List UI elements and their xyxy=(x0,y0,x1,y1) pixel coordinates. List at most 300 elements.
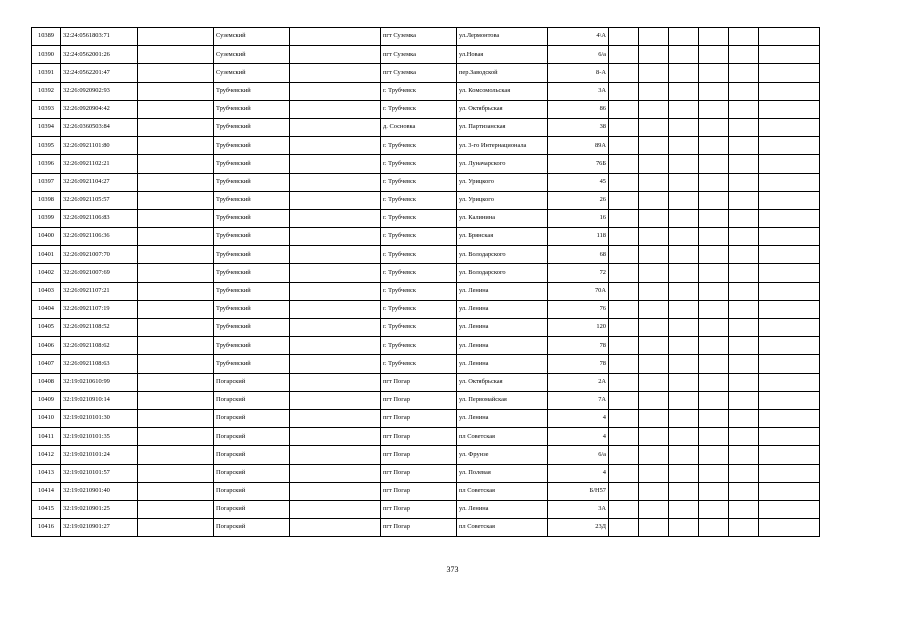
empty-cell xyxy=(290,82,381,100)
empty-cell xyxy=(729,118,759,136)
table-row xyxy=(32,482,820,500)
empty-cell xyxy=(138,282,214,300)
district-cell: Трубчевский xyxy=(214,319,290,337)
empty-cell xyxy=(609,100,639,118)
empty-cell xyxy=(639,373,669,391)
table-row xyxy=(32,337,820,355)
empty-cell xyxy=(699,337,729,355)
registry-rows xyxy=(32,28,820,537)
empty-cell xyxy=(290,428,381,446)
table-row xyxy=(32,464,820,482)
empty-cell xyxy=(759,373,820,391)
empty-cell xyxy=(759,173,820,191)
cadastral-number-cell: 32:26:0921104:27 xyxy=(61,173,138,191)
empty-cell xyxy=(759,228,820,246)
empty-cell xyxy=(138,519,214,537)
cadastral-number-cell: 32:24:0562201:47 xyxy=(61,64,138,82)
empty-cell xyxy=(639,500,669,518)
empty-cell xyxy=(759,355,820,373)
empty-cell xyxy=(639,282,669,300)
empty-cell xyxy=(138,82,214,100)
empty-cell xyxy=(669,409,699,427)
house-cell: 3А xyxy=(548,82,609,100)
empty-cell xyxy=(138,209,214,227)
row-number-cell: 10392 xyxy=(32,82,61,100)
table-row xyxy=(32,100,820,118)
empty-cell xyxy=(639,264,669,282)
street-cell: ул. Урицкого xyxy=(457,173,548,191)
street-cell: ул. Октябрьская xyxy=(457,100,548,118)
street-cell: ул. Фрунзе xyxy=(457,446,548,464)
empty-cell xyxy=(669,209,699,227)
table-row xyxy=(32,173,820,191)
empty-cell xyxy=(639,464,669,482)
empty-cell xyxy=(138,228,214,246)
street-cell: ул. 3-го Интернационала xyxy=(457,137,548,155)
empty-cell xyxy=(639,300,669,318)
street-cell: ул. Ленина xyxy=(457,300,548,318)
empty-cell xyxy=(759,464,820,482)
row-number-cell: 10412 xyxy=(32,446,61,464)
locality-cell: г. Трубчевск xyxy=(381,300,457,318)
empty-cell xyxy=(699,264,729,282)
empty-cell xyxy=(729,355,759,373)
empty-cell xyxy=(290,228,381,246)
locality-cell: г. Трубчевск xyxy=(381,246,457,264)
empty-cell xyxy=(290,46,381,64)
cadastral-number-cell: 32:19:0210910:14 xyxy=(61,391,138,409)
empty-cell xyxy=(699,391,729,409)
empty-cell xyxy=(290,282,381,300)
district-cell: Трубчевский xyxy=(214,173,290,191)
cadastral-number-cell: 32:24:0562001:26 xyxy=(61,46,138,64)
empty-cell xyxy=(699,482,729,500)
house-cell: 70А xyxy=(548,282,609,300)
district-cell: Трубчевский xyxy=(214,300,290,318)
empty-cell xyxy=(609,355,639,373)
empty-cell xyxy=(699,28,729,46)
table-row xyxy=(32,428,820,446)
table-row xyxy=(32,300,820,318)
empty-cell xyxy=(609,46,639,64)
empty-cell xyxy=(699,428,729,446)
locality-cell: г. Трубчевск xyxy=(381,355,457,373)
empty-cell xyxy=(609,155,639,173)
cadastral-number-cell: 32:26:0921108:63 xyxy=(61,355,138,373)
street-cell: ул. Луначарского xyxy=(457,155,548,173)
house-cell: 3А xyxy=(548,500,609,518)
empty-cell xyxy=(699,355,729,373)
empty-cell xyxy=(669,82,699,100)
locality-cell: г. Трубчевск xyxy=(381,155,457,173)
row-number-cell: 10398 xyxy=(32,191,61,209)
district-cell: Трубчевский xyxy=(214,155,290,173)
row-number-cell: 10394 xyxy=(32,118,61,136)
street-cell: ул. Урицкого xyxy=(457,191,548,209)
locality-cell: пгт Погар xyxy=(381,500,457,518)
row-number-cell: 10395 xyxy=(32,137,61,155)
empty-cell xyxy=(729,482,759,500)
empty-cell xyxy=(290,519,381,537)
empty-cell xyxy=(138,482,214,500)
locality-cell: г. Трубчевск xyxy=(381,82,457,100)
house-cell: 4\А xyxy=(548,28,609,46)
empty-cell xyxy=(639,46,669,64)
empty-cell xyxy=(699,100,729,118)
empty-cell xyxy=(729,500,759,518)
empty-cell xyxy=(639,482,669,500)
locality-cell: г. Трубчевск xyxy=(381,319,457,337)
empty-cell xyxy=(729,428,759,446)
row-number-cell: 10416 xyxy=(32,519,61,537)
empty-cell xyxy=(669,391,699,409)
empty-cell xyxy=(639,137,669,155)
empty-cell xyxy=(290,355,381,373)
district-cell: Трубчевский xyxy=(214,118,290,136)
locality-cell: г. Трубчевск xyxy=(381,100,457,118)
table-row xyxy=(32,391,820,409)
house-cell: 4 xyxy=(548,409,609,427)
row-number-cell: 10396 xyxy=(32,155,61,173)
empty-cell xyxy=(609,209,639,227)
empty-cell xyxy=(759,100,820,118)
street-cell: ул. Ленина xyxy=(457,355,548,373)
empty-cell xyxy=(138,155,214,173)
cadastral-number-cell: 32:19:0210610:99 xyxy=(61,373,138,391)
empty-cell xyxy=(138,446,214,464)
empty-cell xyxy=(138,319,214,337)
district-cell: Суземский xyxy=(214,64,290,82)
cadastral-number-cell: 32:26:0921107:19 xyxy=(61,300,138,318)
empty-cell xyxy=(639,246,669,264)
cadastral-number-cell: 32:26:0921007:70 xyxy=(61,246,138,264)
empty-cell xyxy=(669,446,699,464)
street-cell: ул. Ленина xyxy=(457,409,548,427)
street-cell: пл Советская xyxy=(457,428,548,446)
table-row xyxy=(32,82,820,100)
empty-cell xyxy=(699,300,729,318)
empty-cell xyxy=(609,373,639,391)
house-cell: 68 xyxy=(548,246,609,264)
house-cell: 8-А xyxy=(548,64,609,82)
house-cell: 118 xyxy=(548,228,609,246)
empty-cell xyxy=(669,155,699,173)
house-cell: 72 xyxy=(548,264,609,282)
row-number-cell: 10400 xyxy=(32,228,61,246)
empty-cell xyxy=(138,409,214,427)
street-cell: ул. Ленина xyxy=(457,500,548,518)
empty-cell xyxy=(609,319,639,337)
empty-cell xyxy=(669,282,699,300)
empty-cell xyxy=(759,118,820,136)
empty-cell xyxy=(729,337,759,355)
empty-cell xyxy=(759,191,820,209)
row-number-cell: 10407 xyxy=(32,355,61,373)
cadastral-number-cell: 32:19:0210901:40 xyxy=(61,482,138,500)
empty-cell xyxy=(609,191,639,209)
empty-cell xyxy=(290,337,381,355)
empty-cell xyxy=(729,155,759,173)
empty-cell xyxy=(609,64,639,82)
empty-cell xyxy=(639,355,669,373)
empty-cell xyxy=(609,428,639,446)
row-number-cell: 10411 xyxy=(32,428,61,446)
empty-cell xyxy=(729,446,759,464)
empty-cell xyxy=(759,64,820,82)
empty-cell xyxy=(699,82,729,100)
cadastral-number-cell: 32:26:0921106:36 xyxy=(61,228,138,246)
house-cell: 89А xyxy=(548,137,609,155)
empty-cell xyxy=(138,173,214,191)
empty-cell xyxy=(729,246,759,264)
empty-cell xyxy=(759,319,820,337)
empty-cell xyxy=(699,173,729,191)
empty-cell xyxy=(290,373,381,391)
street-cell: ул.Новая xyxy=(457,46,548,64)
table-row xyxy=(32,28,820,46)
empty-cell xyxy=(609,246,639,264)
empty-cell xyxy=(669,373,699,391)
empty-cell xyxy=(609,228,639,246)
empty-cell xyxy=(699,409,729,427)
empty-cell xyxy=(290,446,381,464)
empty-cell xyxy=(639,428,669,446)
empty-cell xyxy=(759,264,820,282)
row-number-cell: 10409 xyxy=(32,391,61,409)
empty-cell xyxy=(699,446,729,464)
empty-cell xyxy=(729,209,759,227)
empty-cell xyxy=(138,46,214,64)
empty-cell xyxy=(669,118,699,136)
district-cell: Трубчевский xyxy=(214,191,290,209)
empty-cell xyxy=(138,191,214,209)
empty-cell xyxy=(669,464,699,482)
empty-cell xyxy=(699,519,729,537)
empty-cell xyxy=(669,500,699,518)
empty-cell xyxy=(729,64,759,82)
page-number: 373 xyxy=(446,565,459,574)
cadastral-number-cell: 32:19:0210101:30 xyxy=(61,409,138,427)
empty-cell xyxy=(290,100,381,118)
empty-cell xyxy=(290,500,381,518)
empty-cell xyxy=(699,319,729,337)
street-cell: ул. Полевая xyxy=(457,464,548,482)
cadastral-number-cell: 32:24:0561803:71 xyxy=(61,28,138,46)
empty-cell xyxy=(290,464,381,482)
table-row xyxy=(32,500,820,518)
registry-table xyxy=(31,27,820,537)
district-cell: Погарский xyxy=(214,428,290,446)
district-cell: Суземский xyxy=(214,28,290,46)
empty-cell xyxy=(138,428,214,446)
cadastral-number-cell: 32:26:0921101:80 xyxy=(61,137,138,155)
empty-cell xyxy=(759,46,820,64)
empty-cell xyxy=(609,282,639,300)
row-number-cell: 10389 xyxy=(32,28,61,46)
empty-cell xyxy=(290,246,381,264)
locality-cell: пгт Погар xyxy=(381,373,457,391)
cadastral-number-cell: 32:19:0210101:24 xyxy=(61,446,138,464)
empty-cell xyxy=(759,137,820,155)
empty-cell xyxy=(609,28,639,46)
empty-cell xyxy=(138,118,214,136)
empty-cell xyxy=(729,300,759,318)
locality-cell: г. Трубчевск xyxy=(381,282,457,300)
house-cell: 45 xyxy=(548,173,609,191)
row-number-cell: 10410 xyxy=(32,409,61,427)
empty-cell xyxy=(609,464,639,482)
house-cell: 76Б xyxy=(548,155,609,173)
district-cell: Трубчевский xyxy=(214,355,290,373)
empty-cell xyxy=(699,209,729,227)
empty-cell xyxy=(669,228,699,246)
empty-cell xyxy=(759,300,820,318)
empty-cell xyxy=(639,446,669,464)
table-row xyxy=(32,64,820,82)
empty-cell xyxy=(669,46,699,64)
cadastral-number-cell: 32:26:0921007:69 xyxy=(61,264,138,282)
house-cell: 7А xyxy=(548,391,609,409)
empty-cell xyxy=(639,155,669,173)
locality-cell: пгт Погар xyxy=(381,464,457,482)
empty-cell xyxy=(729,464,759,482)
cadastral-number-cell: 32:26:0921102:21 xyxy=(61,155,138,173)
empty-cell xyxy=(759,155,820,173)
empty-cell xyxy=(699,191,729,209)
empty-cell xyxy=(609,500,639,518)
empty-cell xyxy=(290,28,381,46)
table-row xyxy=(32,355,820,373)
empty-cell xyxy=(290,173,381,191)
table-row xyxy=(32,446,820,464)
district-cell: Трубчевский xyxy=(214,228,290,246)
house-cell: 23Д xyxy=(548,519,609,537)
street-cell: ул. Партизанская xyxy=(457,118,548,136)
locality-cell: пгт Погар xyxy=(381,391,457,409)
empty-cell xyxy=(729,409,759,427)
street-cell: ул. Калинина xyxy=(457,209,548,227)
empty-cell xyxy=(669,519,699,537)
row-number-cell: 10390 xyxy=(32,46,61,64)
empty-cell xyxy=(609,446,639,464)
house-cell: 78 xyxy=(548,355,609,373)
table-row xyxy=(32,282,820,300)
row-number-cell: 10408 xyxy=(32,373,61,391)
empty-cell xyxy=(290,118,381,136)
empty-cell xyxy=(639,391,669,409)
empty-cell xyxy=(729,519,759,537)
district-cell: Трубчевский xyxy=(214,82,290,100)
empty-cell xyxy=(609,118,639,136)
district-cell: Суземский xyxy=(214,46,290,64)
cadastral-number-cell: 32:19:0210101:35 xyxy=(61,428,138,446)
locality-cell: г. Трубчевск xyxy=(381,173,457,191)
street-cell: ул.Лермонтова xyxy=(457,28,548,46)
table-row xyxy=(32,519,820,537)
locality-cell: г. Трубчевск xyxy=(381,228,457,246)
empty-cell xyxy=(290,137,381,155)
empty-cell xyxy=(669,355,699,373)
empty-cell xyxy=(639,209,669,227)
empty-cell xyxy=(609,264,639,282)
empty-cell xyxy=(729,191,759,209)
empty-cell xyxy=(290,300,381,318)
empty-cell xyxy=(729,28,759,46)
district-cell: Трубчевский xyxy=(214,282,290,300)
empty-cell xyxy=(639,64,669,82)
empty-cell xyxy=(669,64,699,82)
district-cell: Трубчевский xyxy=(214,264,290,282)
empty-cell xyxy=(639,228,669,246)
empty-cell xyxy=(699,228,729,246)
empty-cell xyxy=(699,282,729,300)
row-number-cell: 10399 xyxy=(32,209,61,227)
empty-cell xyxy=(138,246,214,264)
empty-cell xyxy=(639,409,669,427)
house-cell: 76 xyxy=(548,300,609,318)
empty-cell xyxy=(669,191,699,209)
empty-cell xyxy=(699,464,729,482)
empty-cell xyxy=(138,264,214,282)
empty-cell xyxy=(639,118,669,136)
empty-cell xyxy=(729,173,759,191)
empty-cell xyxy=(669,100,699,118)
table-row xyxy=(32,137,820,155)
empty-cell xyxy=(138,28,214,46)
empty-cell xyxy=(639,191,669,209)
empty-cell xyxy=(699,500,729,518)
empty-cell xyxy=(609,391,639,409)
empty-cell xyxy=(138,373,214,391)
table-row xyxy=(32,264,820,282)
empty-cell xyxy=(639,28,669,46)
empty-cell xyxy=(729,82,759,100)
district-cell: Погарский xyxy=(214,373,290,391)
empty-cell xyxy=(759,446,820,464)
street-cell: ул. Октябрьская xyxy=(457,373,548,391)
empty-cell xyxy=(639,337,669,355)
empty-cell xyxy=(290,209,381,227)
table-row xyxy=(32,191,820,209)
empty-cell xyxy=(138,337,214,355)
empty-cell xyxy=(669,319,699,337)
empty-cell xyxy=(759,28,820,46)
empty-cell xyxy=(609,300,639,318)
row-number-cell: 10414 xyxy=(32,482,61,500)
locality-cell: г. Трубчевск xyxy=(381,191,457,209)
empty-cell xyxy=(729,100,759,118)
empty-cell xyxy=(290,64,381,82)
empty-cell xyxy=(669,428,699,446)
empty-cell xyxy=(759,391,820,409)
table-row xyxy=(32,246,820,264)
cadastral-number-cell: 32:19:0210901:27 xyxy=(61,519,138,537)
row-number-cell: 10393 xyxy=(32,100,61,118)
empty-cell xyxy=(138,300,214,318)
empty-cell xyxy=(290,482,381,500)
empty-cell xyxy=(759,409,820,427)
row-number-cell: 10413 xyxy=(32,464,61,482)
empty-cell xyxy=(729,264,759,282)
empty-cell xyxy=(290,155,381,173)
cadastral-number-cell: 32:19:0210101:57 xyxy=(61,464,138,482)
row-number-cell: 10397 xyxy=(32,173,61,191)
empty-cell xyxy=(138,100,214,118)
empty-cell xyxy=(290,409,381,427)
empty-cell xyxy=(729,391,759,409)
house-cell: 78 xyxy=(548,337,609,355)
district-cell: Погарский xyxy=(214,482,290,500)
